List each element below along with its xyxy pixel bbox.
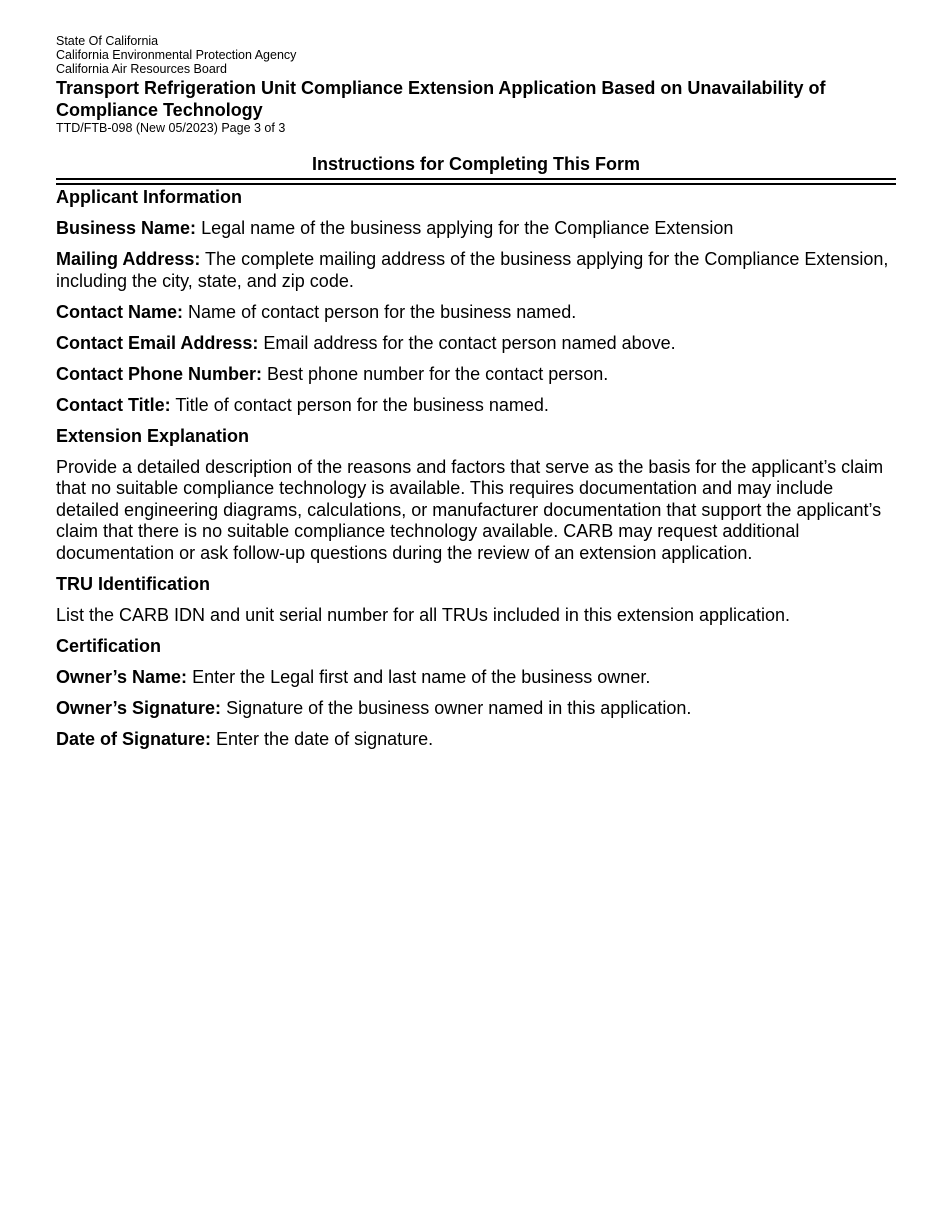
agency-header [56, 34, 896, 76]
owner-name-instruction [56, 667, 896, 689]
field-label: Contact Name: [56, 301, 184, 322]
field-description: Signature of the business owner named in this application. [226, 697, 692, 718]
field-label: Owner’s Name: [56, 666, 188, 687]
certification-heading: Certification [56, 635, 162, 656]
tru-identification-heading: TRU Identification [56, 573, 210, 594]
mailing-address-instruction [56, 249, 896, 292]
field-description: Legal name of the business applying for the Compliance Extension [201, 218, 734, 238]
applicant-info-heading: Applicant Information [56, 187, 242, 207]
field-description: Enter the Legal first and last name of the business owner. [192, 666, 651, 687]
agency-line-state: State Of California [56, 34, 159, 48]
signature-date-instruction [56, 729, 896, 751]
field-description: Title of contact person for the business named. [175, 394, 549, 415]
owner-signature-instruction [56, 698, 896, 720]
field-label: Owner’s Signature: [56, 697, 222, 718]
double-rule-divider [56, 178, 896, 185]
contact-email-instruction [56, 333, 896, 355]
form-title: Transport Refrigeration Unit Compliance Extension Application Based on Unavailability of Compliance Technology [56, 78, 826, 120]
field-description: Best phone number for the contact person. [267, 363, 609, 384]
business-name-instruction [56, 218, 896, 240]
field-description: Name of contact person for the business named. [188, 301, 577, 322]
contact-phone-instruction [56, 364, 896, 386]
field-label: Mailing Address: [56, 249, 201, 269]
field-label: Contact Title: [56, 394, 171, 415]
contact-title-instruction [56, 395, 896, 417]
agency-line-carb: California Air Resources Board [56, 62, 227, 76]
extension-explanation-heading: Extension Explanation [56, 425, 250, 446]
contact-name-instruction [56, 302, 896, 324]
field-label: Contact Email Address: [56, 332, 259, 353]
field-label: Contact Phone Number: [56, 363, 263, 384]
agency-line-calepa: California Environmental Protection Agency [56, 48, 297, 62]
tru-identification-text: List the CARB IDN and unit serial number for all TRUs included in this extension application. [56, 604, 791, 625]
form-id: TTD/FTB-098 (New 05/2023) Page 3 of 3 [56, 121, 286, 135]
field-description: Email address for the contact person named above. [263, 332, 676, 353]
field-label: Date of Signature: [56, 728, 212, 749]
form-page [56, 34, 896, 750]
instructions-title: Instructions for Completing This Form [312, 154, 640, 174]
field-label: Business Name: [56, 218, 197, 238]
extension-explanation-text: Provide a detailed description of the reasons and factors that serve as the basis for the applicant’s claim that no suitable compliance technology is available. This requires documentation and may include detailed engineering diagrams, calculations, or manufacturer documentation that support the applicant’s claim that there is no suitable compliance technology available. CARB may request additional documentation or ask follow-up questions during the review of an extension application. [56, 456, 884, 563]
field-description: The complete mailing address of the business applying for the Compliance Extension, including the city, state, and zip code. [56, 249, 889, 291]
field-description: Enter the date of signature. [216, 728, 434, 749]
